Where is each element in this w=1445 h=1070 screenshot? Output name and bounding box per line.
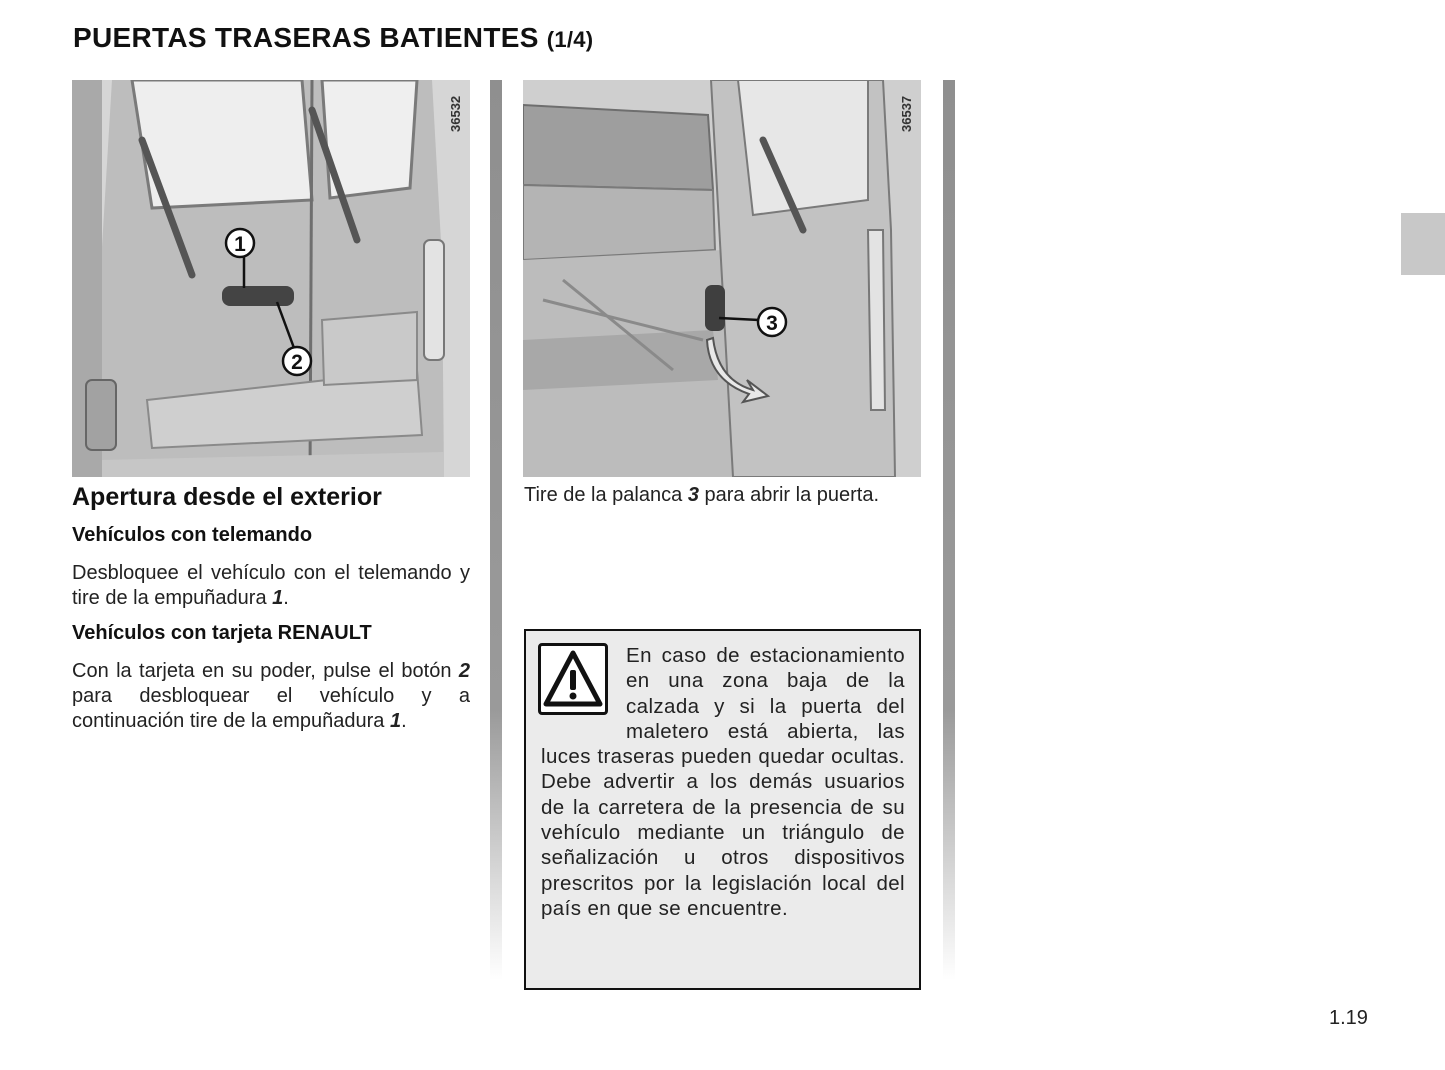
warning-text: En caso de estacionamiento en una zona baja de la calzada y si la puerta del maletero está abierta, las luces traseras pueden quedar ocultas. Debe advertir a los demás usuarios de la carretera de la presencia de su vehículo mediante un triángulo de señalización u otros dispositivos prescritos por la legislación local del país en que se encuentre. (541, 644, 905, 920)
reference-1: 1 (272, 587, 284, 609)
paragraph-remote (72, 561, 470, 611)
caption-end: para abrir la puerta. (698, 484, 880, 506)
warning-box (524, 629, 921, 990)
page-number: 1.19 (1329, 1007, 1368, 1029)
paragraph-card-text-1: Con la tarjeta en su poder, pulse el botón (72, 660, 459, 682)
callout-layer (72, 80, 470, 477)
callout-1 (226, 229, 254, 257)
callout-1-label: 1 (234, 233, 246, 256)
subheading-remote: Vehículos con telemando (72, 524, 313, 546)
callout-3 (758, 308, 786, 336)
section-heading: Apertura desde el exterior (72, 483, 382, 511)
page-title-part: (1/4) (546, 27, 594, 52)
caption-text: Tire de la palanca (524, 484, 688, 506)
paragraph-card-text-2: para desbloquear el vehículo y a continuación tire de la empuñadura (72, 685, 470, 732)
figure-reference-number: 36532 (448, 95, 463, 132)
warning-triangle-icon (538, 643, 608, 715)
subheading-card: Vehículos con tarjeta RENAULT (72, 622, 372, 644)
page-title (73, 22, 593, 54)
page-title-text: PUERTAS TRASERAS BATIENTES (73, 22, 539, 53)
callout-2 (283, 347, 311, 375)
callout-layer (523, 80, 921, 477)
paragraph-card (72, 659, 470, 734)
column-divider-left (490, 80, 502, 980)
figure-caption (524, 484, 879, 507)
chapter-tab (1401, 213, 1445, 275)
reference-3: 3 (687, 484, 699, 506)
paragraph-remote-end: . (283, 587, 289, 609)
figure-rear-doors-exterior (72, 80, 470, 477)
figure-rear-door-interior (523, 80, 921, 477)
column-divider-right (943, 80, 955, 980)
reference-2: 2 (458, 660, 470, 682)
paragraph-remote-text: Desbloquee el vehículo con el telemando y tire de la empuñadura (72, 562, 470, 609)
callout-3-label: 3 (766, 312, 778, 335)
figure-reference-number: 36537 (899, 95, 914, 132)
reference-1: 1 (390, 710, 402, 732)
paragraph-card-text-3: . (401, 710, 407, 732)
callout-2-label: 2 (291, 351, 303, 374)
